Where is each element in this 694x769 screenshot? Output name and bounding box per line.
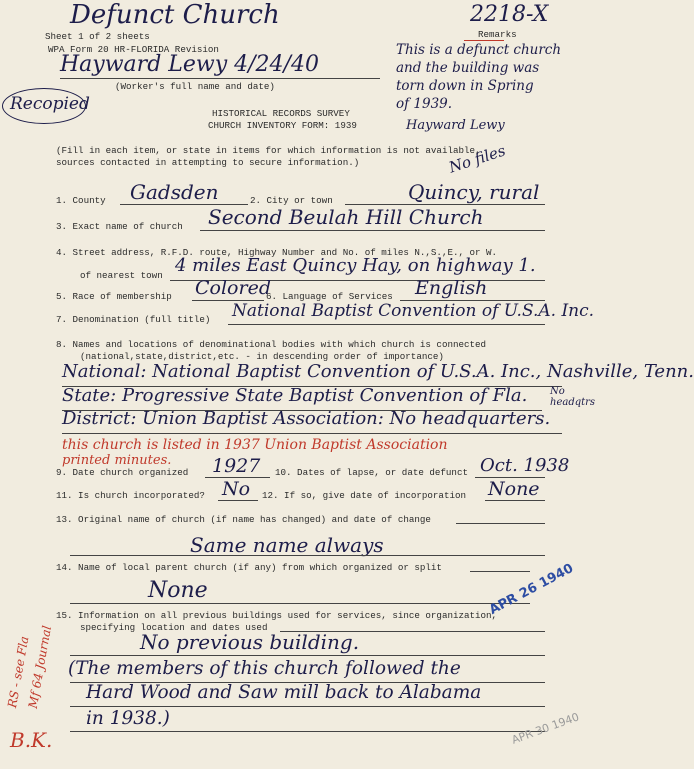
remarks-signature: Hayward Lewy [406,118,505,133]
original-name-label: 13. Original name of church (if name has changed) and date of change [56,514,431,525]
city-value: Quincy, rural [408,180,540,204]
bodies-district: District: Union Baptist Association: No headquarters. [62,408,551,429]
no-files-note: No files [446,141,508,177]
form-title: CHURCH INVENTORY FORM: 1939 [208,120,357,131]
incorporated-label: 11. Is church incorporated? [56,490,205,501]
defunct-label: 10. Dates of lapse, or date defunct [275,467,468,478]
margin-red-note-2: Mf 64 Journal [25,624,55,710]
address-value: 4 miles East Quincy Hay, on highway 1. [175,255,536,276]
nearest-town-label: of nearest town [80,270,163,281]
parent-church-value: None [148,578,208,603]
remarks-line-4: of 1939. [396,96,453,112]
margin-red-note-1: RS - see Fla [5,635,32,709]
race-label: 5. Race of membership [56,291,172,302]
denomination-line [228,324,545,325]
race-value: Colored [195,277,271,299]
church-name-value: Second Beulah Hill Church [208,205,484,229]
remarks-red-underline [464,40,504,41]
parent-church-label: 14. Name of local parent church (if any) from which organized or split [56,562,442,573]
buildings-value-3: Hard Wood and Saw mill back to Alabama [86,682,482,703]
incorporation-date-value: None [488,478,540,500]
incorporation-date-line [485,500,545,501]
red-note-1: this church is listed in 1937 Union Baptist Association [62,437,448,453]
incorporated-line [218,500,258,501]
bodies-label-2: (national,state,district,etc. - in descending order of importance) [80,351,444,362]
county-label: 1. County [56,195,106,206]
worker-underline [60,78,380,79]
red-note-2: printed minutes. [62,453,172,468]
buildings-line-3 [70,706,545,707]
worker-name-date: Hayward Lewy 4/24/40 [60,52,319,77]
organized-value: 1927 [212,455,261,477]
city-label: 2. City or town [250,195,333,206]
remarks-line-3: torn down in Spring [396,78,534,94]
bodies-line-3 [62,433,562,434]
bodies-state: State: Progressive State Baptist Convention of Fla. [62,385,528,406]
church-name-line [200,230,545,231]
original-name-line-b [70,555,545,556]
remarks-line-2: and the building was [396,60,540,76]
bodies-label: 8. Names and locations of denominational bodies with which church is connected [56,339,487,350]
buildings-value-1: No previous building. [140,630,360,654]
sheet-info: Sheet 1 of 2 sheets [45,31,150,42]
language-value: English [415,277,488,299]
parent-church-line-a [470,571,530,572]
parent-church-line-b [70,603,530,604]
remarks-line-1: This is a defunct church [396,42,562,58]
faint-stamp: APR 30 1940 [509,710,581,747]
denomination-label: 7. Denomination (full title) [56,314,211,325]
instructions-line-1: (Fill in each item, or state in items for which information is not available, [56,145,481,156]
defunct-church-heading: Defunct Church [70,0,280,30]
buildings-label: 15. Information on all previous buildings used for services, since organization, [56,610,498,621]
bodies-state-note: No headqtrs [550,386,596,408]
recopied-note: Recopied [10,94,90,114]
buildings-value-4: in 1938.) [86,708,170,729]
denomination-value: National Baptist Convention of U.S.A. Inc. [232,301,595,321]
address-label: 4. Street address, R.F.D. route, Highway Number and No. of miles N.,S.,E., or W. [56,247,498,258]
instructions-line-2: sources contacted in attempting to secure information.) [56,157,360,168]
organized-label: 9. Date church organized [56,467,189,478]
worker-caption: (Worker's full name and date) [115,81,275,92]
remarks-label: Remarks [478,29,517,40]
church-name-label: 3. Exact name of church [56,221,183,232]
form-id: WPA Form 20 HR-FLORIDA Revision [48,44,219,55]
buildings-line-1 [70,655,545,656]
defunct-value: Oct. 1938 [480,455,570,476]
buildings-label-2: specifying location and dates used [80,622,268,633]
incorporation-date-label: 12. If so, give date of incorporation [262,490,466,501]
margin-initials: B.K. [10,728,53,752]
incorporated-value: No [222,478,251,500]
original-name-line-a [456,523,545,524]
received-stamp: APR 26 1940 [486,561,577,618]
original-name-value: Same name always [190,533,384,557]
county-value: Gadsden [130,180,219,204]
remarks-box [392,20,582,138]
buildings-value-2: (The members of this church followed the [68,658,461,679]
buildings-line-4 [70,731,545,732]
language-label: 6. Language of Services [266,291,393,302]
survey-title: HISTORICAL RECORDS SURVEY [212,108,350,119]
bodies-national: National: National Baptist Convention of U.S.A. Inc., Nashville, Tenn. [62,361,694,382]
catalog-number: 2218-X [470,2,549,27]
